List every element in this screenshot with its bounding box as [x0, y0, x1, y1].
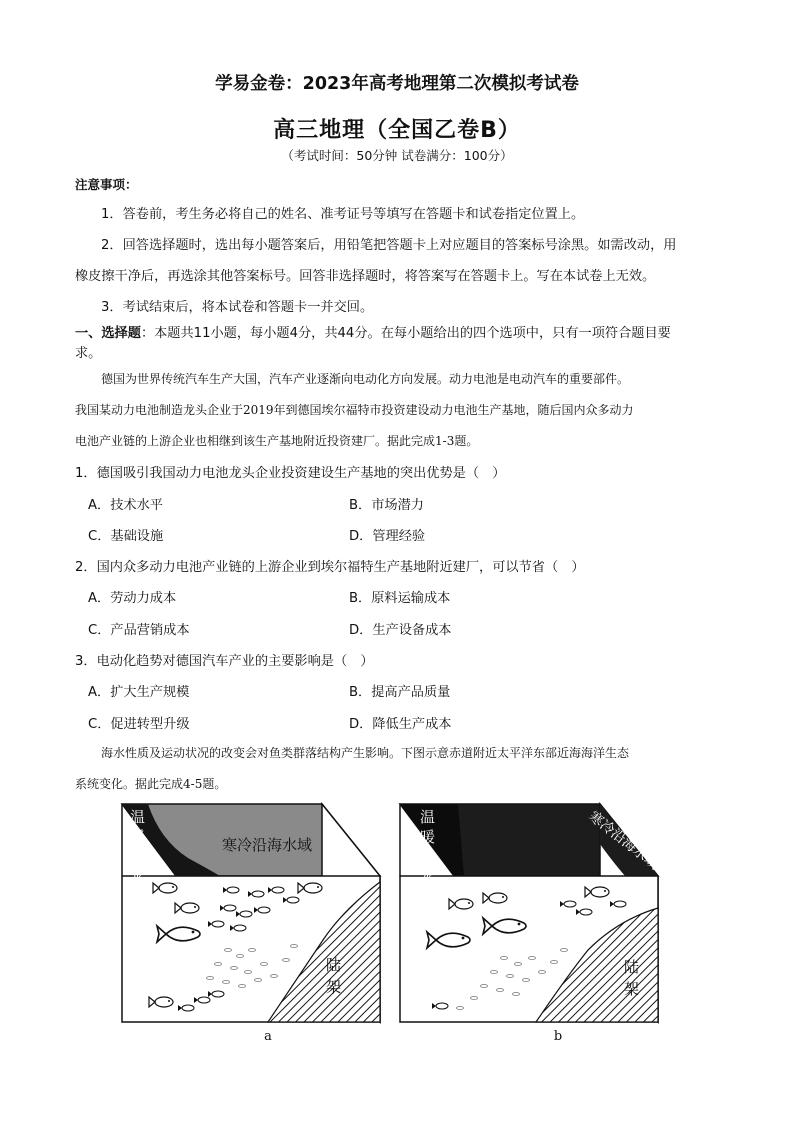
notice-item-2-line-1: 2．回答选择题时，选出每小题答案后，用铅笔把答题卡上对应题目的答案标号涂黑。如需改动，用 — [101, 238, 677, 253]
figure-caption-b: b — [553, 1029, 563, 1044]
figure-caption-a: a — [264, 1029, 272, 1044]
passage-1-line-1: 德国为世界传统汽车生产大国，汽车产业逐渐向电动化方向发展。动力电池是电动汽车的重要部件。 — [101, 372, 630, 386]
section-intro-line-2: 求。 — [75, 346, 102, 361]
shelf-label-char: 陆 — [326, 956, 342, 974]
notice-item-2-line-2: 橡皮擦干净后，再选涂其他答案标号。回答非选择题时，将答案写在答题卡上。写在本试卷上无效。 — [75, 269, 656, 284]
question-1-option-b: B．市场潜力 — [349, 498, 424, 513]
shelf-label-char: 架 — [624, 980, 640, 998]
section-intro-text: ：本题共11小题，每小题4分，共44分。在每小题给出的四个选项中，只有一项符合题目要 — [140, 326, 671, 341]
ecosystem-figure-svg — [118, 800, 678, 1050]
warm-label-char: 海 — [420, 848, 436, 866]
passage-2-line-1: 海水性质及运动状况的改变会对鱼类群落结构产生影响。下图示意赤道附近太平洋东部近海海洋生态 — [101, 746, 630, 760]
question-2-option-d: D．生产设备成本 — [349, 623, 452, 638]
warm-label-char: 温 — [420, 808, 436, 826]
warm-label-char: 暖 — [130, 828, 146, 846]
question-2-option-b: B．原料运输成本 — [349, 591, 451, 606]
question-2-option-a: A．劳动力成本 — [88, 591, 177, 606]
panel-a-warm-label — [130, 808, 145, 886]
question-3-option-a: A．扩大生产规模 — [88, 685, 190, 700]
warm-label-char: 水 — [130, 868, 146, 886]
passage-1-line-2: 我国某动力电池制造龙头企业于2019年到德国埃尔福特市投资建设动力电池生产基地，随后国内众多动力 — [75, 403, 634, 417]
passage-1-line-3: 电池产业链的上游企业也相继到该生产基地附近投资建厂。据此完成1-3题。 — [75, 434, 479, 448]
paper-subtitle: 高三地理（全国乙卷B） — [273, 118, 521, 143]
exam-info: （考试时间：50分钟 试卷满分：100分） — [281, 148, 513, 163]
question-3-option-d: D．降低生产成本 — [349, 717, 452, 732]
warm-label-char: 暖 — [420, 828, 436, 846]
notice-item-3: 3．考试结束后，将本试卷和答题卡一并交回。 — [101, 300, 374, 315]
warm-label-char: 水 — [420, 868, 436, 886]
warm-label-char: 海 — [130, 848, 146, 866]
question-3-option-b: B．提高产品质量 — [349, 685, 451, 700]
question-2-option-c: C．产品营销成本 — [88, 623, 190, 638]
passage-2-line-2: 系统变化。据此完成4-5题。 — [75, 777, 227, 791]
question-2-stem: 2．国内众多动力电池产业链的上游企业到埃尔福特生产基地附近建厂，可以节省（ ） — [75, 560, 585, 575]
question-1-stem: 1．德国吸引我国动力电池龙头企业投资建设生产基地的突出优势是（ ） — [75, 466, 506, 481]
question-1-option-a: A．技术水平 — [88, 498, 163, 513]
question-3-stem: 3．电动化趋势对德国汽车产业的主要影响是（ ） — [75, 654, 374, 669]
section-label: 一、选择题 — [75, 326, 141, 341]
paper-title: 学易金卷：2023年高考地理第二次模拟考试卷 — [215, 74, 579, 94]
question-3-option-c: C．促进转型升级 — [88, 717, 190, 732]
shelf-label-char: 架 — [326, 978, 342, 996]
notice-heading: 注意事项： — [75, 177, 138, 192]
panel-a-cold-label: 寒冷沿海水域 — [222, 836, 313, 854]
warm-label-char: 温 — [130, 808, 146, 826]
question-1-option-c: C．基础设施 — [88, 529, 164, 544]
question-1-option-d: D．管理经验 — [349, 529, 426, 544]
section-intro-line-1 — [75, 322, 671, 341]
ecosystem-figure — [118, 800, 678, 1050]
shelf-label-char: 陆 — [624, 958, 640, 976]
notice-item-1: 1．答卷前，考生务必将自己的姓名、准考证号等填写在答题卡和试卷指定位置上。 — [101, 207, 585, 222]
panel-b-cold-label: 寒冷沿海水域 — [585, 808, 662, 873]
